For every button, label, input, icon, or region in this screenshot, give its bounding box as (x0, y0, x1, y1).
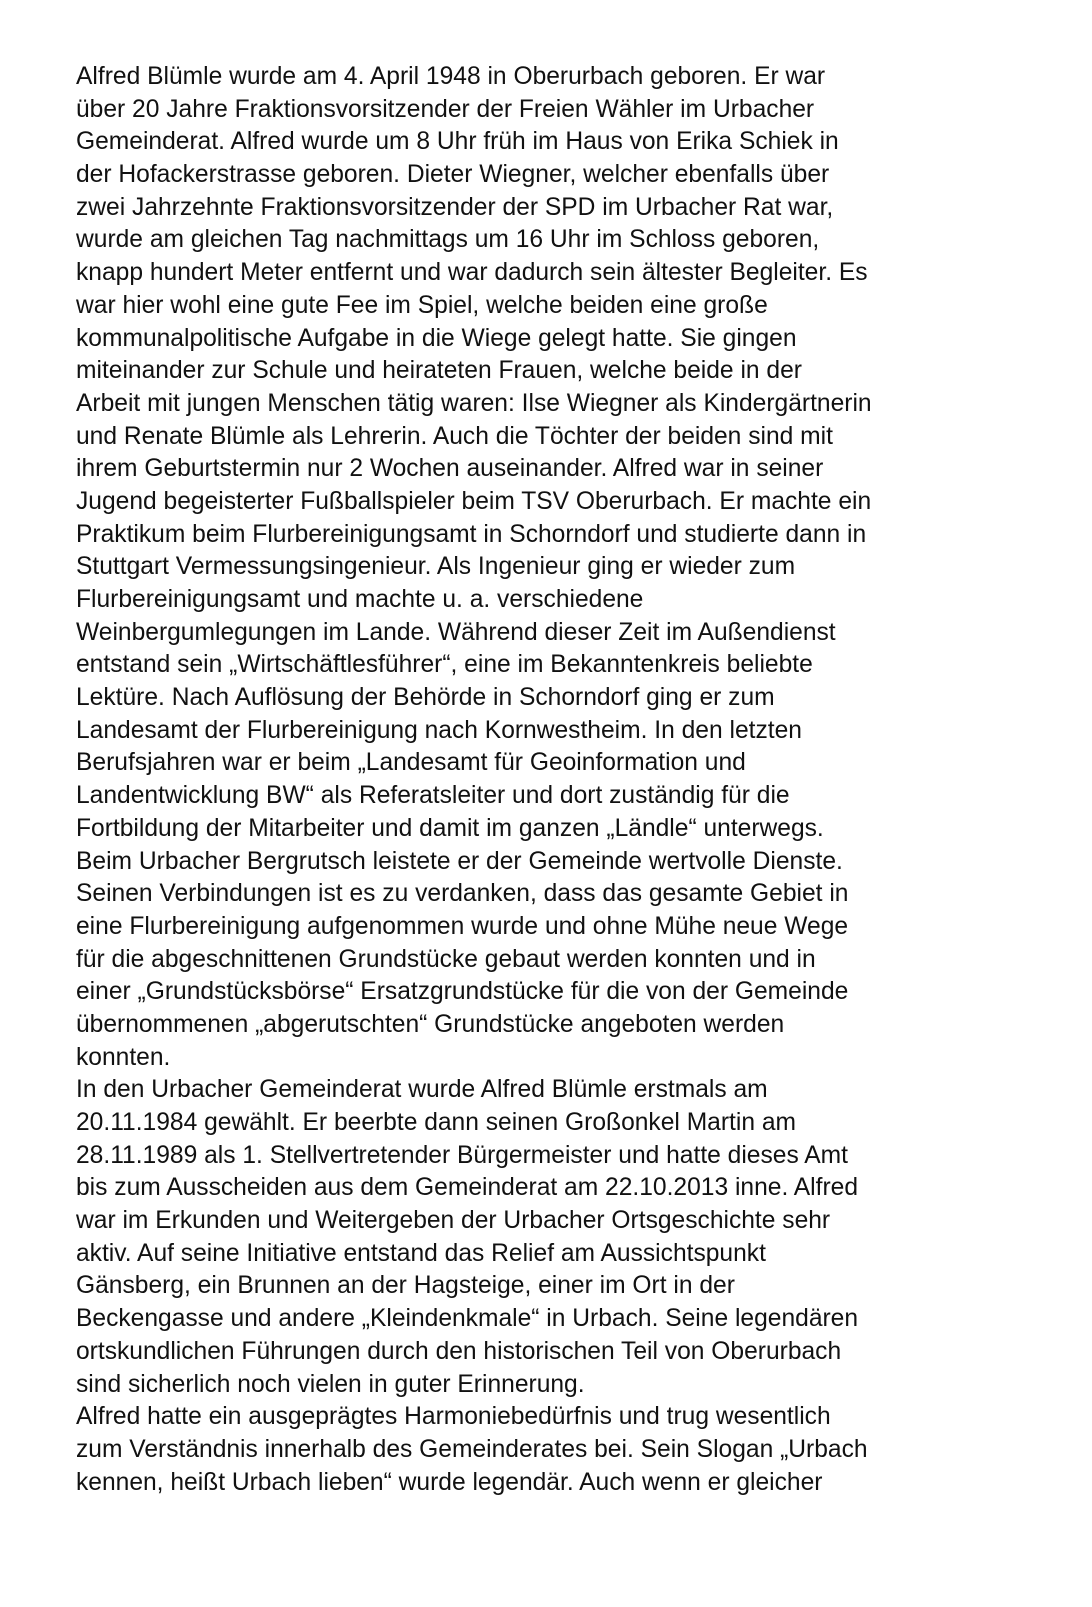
text-line: Beckengasse und andere „Kleindenkmale“ in Urbach. Seine legendären (76, 1305, 859, 1333)
text-line: zwei Jahrzehnte Fraktionsvorsitzender der SPD im Urbacher Rat war, (76, 193, 834, 221)
text-line: ihrem Geburtstermin nur 2 Wochen auseinander. Alfred war in seiner (76, 455, 824, 483)
text-line: war hier wohl eine gute Fee im Spiel, welche beiden eine große (76, 291, 768, 319)
text-line: Beim Urbacher Bergrutsch leistete er der Gemeinde wertvolle Dienste. (76, 847, 843, 875)
text-line: konnten. (76, 1043, 171, 1071)
text-line: war im Erkunden und Weitergeben der Urbacher Ortsgeschichte sehr (76, 1207, 831, 1235)
text-line: bis zum Ausscheiden aus dem Gemeinderat am 22.10.2013 inne. Alfred (76, 1174, 859, 1202)
text-line: Landentwicklung BW“ als Referatsleiter und dort zuständig für die (76, 782, 790, 810)
text-line: Lektüre. Nach Auflösung der Behörde in Schorndorf ging er zum (76, 684, 775, 712)
text-line: Arbeit mit jungen Menschen tätig waren: Ilse Wiegner als Kindergärtnerin (76, 389, 872, 417)
text-line: aktiv. Auf seine Initiative entstand das Relief am Aussichtspunkt (76, 1239, 766, 1267)
text-line: entstand sein „Wirtschäftlesführer“, eine im Bekanntenkreis beliebte (76, 651, 813, 679)
text-line: Weinbergumlegungen im Lande. Während dieser Zeit im Außendienst (76, 618, 836, 646)
text-line: Jugend begeisterter Fußballspieler beim TSV Oberurbach. Er machte ein (76, 487, 872, 515)
text-line: miteinander zur Schule und heirateten Frauen, welche beide in der (76, 357, 802, 385)
text-line: ortskundlichen Führungen durch den historischen Teil von Oberurbach (76, 1337, 842, 1365)
text-line: Seinen Verbindungen ist es zu verdanken, dass das gesamte Gebiet in (76, 880, 849, 908)
text-line: für die abgeschnittenen Grundstücke gebaut werden konnten und in (76, 945, 816, 973)
text-line: Stuttgart Vermessungsingenieur. Als Ingenieur ging er wieder zum (76, 553, 796, 581)
text-line: Praktikum beim Flurbereinigungsamt in Schorndorf und studierte dann in (76, 520, 867, 548)
text-line: Fortbildung der Mitarbeiter und damit im ganzen „Ländle“ unterwegs. (76, 814, 824, 842)
text-line: Gänsberg, ein Brunnen an der Hagsteige, einer im Ort in der (76, 1272, 735, 1300)
text-line: sind sicherlich noch vielen in guter Erinnerung. (76, 1370, 585, 1398)
text-line: 20.11.1984 gewählt. Er beerbte dann seinen Großonkel Martin am (76, 1109, 797, 1136)
text-line: Alfred Blümle wurde am 4. April 1948 in Oberurbach geboren. Er war (76, 63, 826, 90)
text-line: Alfred hatte ein ausgeprägtes Harmoniebedürfnis und trug wesentlich (76, 1403, 831, 1431)
text-line: Berufsjahren war er beim „Landesamt für Geoinformation und (76, 749, 746, 777)
text-line: kennen, heißt Urbach lieben“ wurde legendär. Auch wenn er gleicher (76, 1468, 823, 1496)
text-line: der Hofackerstrasse geboren. Dieter Wiegner, welcher ebenfalls über (76, 161, 830, 189)
text-line: wurde am gleichen Tag nachmittags um 16 Uhr im Schloss geboren, (76, 226, 820, 254)
body-text (76, 61, 1016, 1499)
text-line: über 20 Jahre Fraktionsvorsitzender der Freien Wähler im Urbacher (76, 95, 815, 123)
text-line: Flurbereinigungsamt und machte u. a. verschiedene (76, 586, 644, 613)
text-line: Landesamt der Flurbereinigung nach Kornwestheim. In den letzten (76, 716, 802, 744)
text-line: In den Urbacher Gemeinderat wurde Alfred Blümle erstmals am (76, 1076, 768, 1104)
text-line: zum Verständnis innerhalb des Gemeinderates bei. Sein Slogan „Urbach (76, 1435, 868, 1463)
text-line: kommunalpolitische Aufgabe in die Wiege gelegt hatte. Sie gingen (76, 324, 797, 352)
text-line: und Renate Blümle als Lehrerin. Auch die Töchter der beiden sind mit (76, 422, 833, 450)
text-line: einer „Grundstücksbörse“ Ersatzgrundstücke für die von der Gemeinde (76, 978, 849, 1006)
text-line: 28.11.1989 als 1. Stellvertretender Bürgermeister und hatte dieses Amt (76, 1141, 848, 1169)
text-line: eine Flurbereinigung aufgenommen wurde und ohne Mühe neue Wege (76, 912, 849, 940)
text-line: übernommenen „abgerutschten“ Grundstücke angeboten werden (76, 1010, 785, 1038)
text-line: knapp hundert Meter entfernt und war dadurch sein ältester Begleiter. Es (76, 259, 868, 287)
text-line: Gemeinderat. Alfred wurde um 8 Uhr früh im Haus von Erika Schiek in (76, 128, 839, 156)
